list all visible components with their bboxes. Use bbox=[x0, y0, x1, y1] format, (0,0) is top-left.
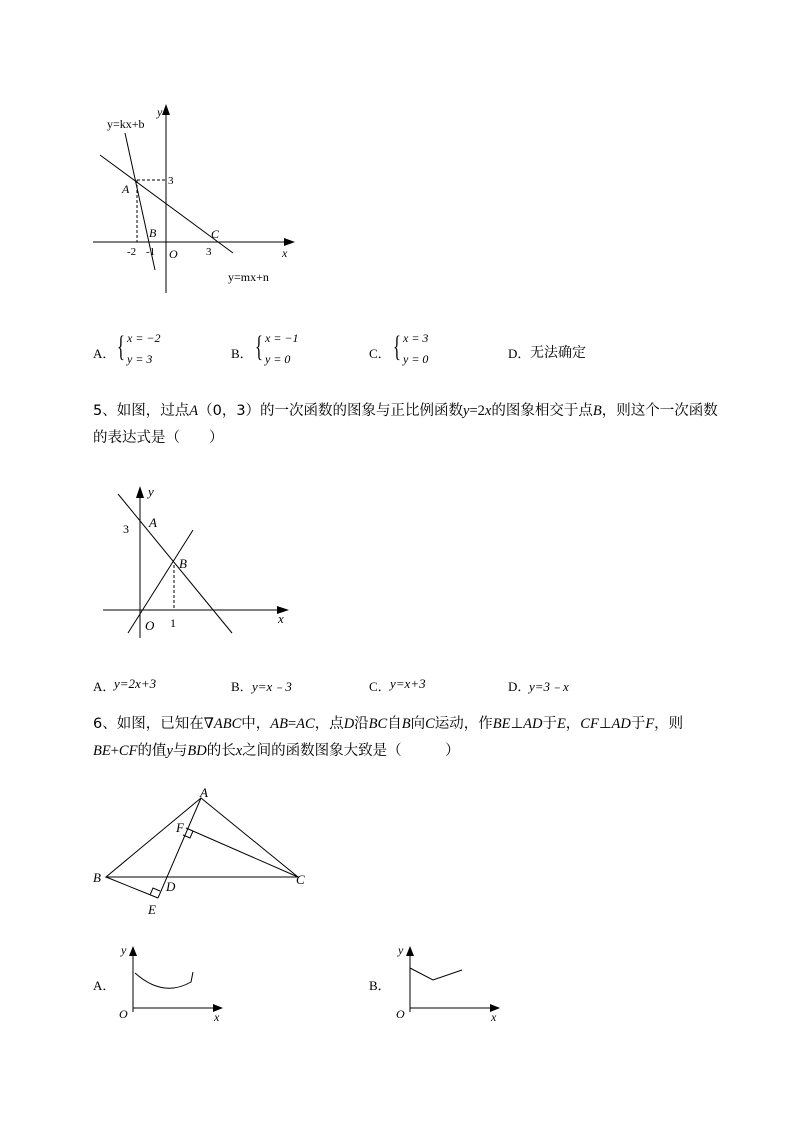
option-c-eq1: x = 3 bbox=[403, 331, 429, 345]
q6-option-b-graph bbox=[390, 940, 510, 1025]
q6-option-a-letter: A． bbox=[93, 978, 116, 993]
option-d-letter: D． bbox=[508, 346, 531, 361]
curve-b bbox=[410, 968, 462, 980]
origin-label: O bbox=[169, 247, 178, 261]
line-3-minus-x bbox=[118, 494, 232, 633]
segment-cf bbox=[186, 828, 298, 877]
point-c-label: C bbox=[211, 227, 220, 241]
q4-figure bbox=[85, 95, 305, 300]
y-axis-label: y bbox=[398, 943, 404, 957]
q5-line2: 的表达式是（ ） bbox=[93, 430, 224, 446]
option-a-letter: A． bbox=[93, 679, 116, 694]
point-b-label: B bbox=[93, 870, 101, 885]
line1-label: y=kx+b bbox=[107, 117, 145, 131]
tick-x1: 1 bbox=[170, 616, 176, 630]
point-b-label: B bbox=[179, 556, 187, 571]
option-b-letter: B． bbox=[231, 679, 253, 694]
option-d-text: 无法确定 bbox=[530, 345, 586, 361]
point-a-label: A bbox=[149, 515, 157, 530]
q6-option-b-letter: B． bbox=[369, 978, 391, 993]
option-b-system: { x = −1 y = 0 bbox=[255, 330, 299, 366]
point-d-label: D bbox=[166, 879, 176, 894]
option-b-eq1: x = −1 bbox=[265, 331, 299, 345]
y-axis-arrow bbox=[162, 104, 170, 115]
option-a-eq1: x = −2 bbox=[127, 331, 161, 345]
q6-option-a-graph bbox=[113, 940, 233, 1025]
point-e-label: E bbox=[148, 902, 156, 917]
q5-figure bbox=[95, 480, 295, 640]
option-d-letter: D． bbox=[508, 679, 531, 694]
y-axis-label: y bbox=[121, 943, 127, 957]
point-a-label: A bbox=[122, 182, 130, 196]
triangle-abc bbox=[106, 798, 298, 877]
q5-line1: 5、如图，过点A（0，3）的一次函数的图象与正比例函数y=2x的图象相交于点B，则这个一次函数 bbox=[93, 403, 718, 419]
segment-ae bbox=[158, 798, 201, 898]
option-a-eq2: y = 3 bbox=[127, 352, 153, 366]
x-axis-label: x bbox=[214, 1010, 220, 1024]
y-axis-label: y bbox=[157, 105, 163, 119]
option-c-letter: C． bbox=[369, 679, 391, 694]
q6-stem bbox=[93, 711, 743, 765]
tick-y3: 3 bbox=[168, 175, 174, 187]
option-d-text: y=3﹣x bbox=[529, 679, 569, 694]
x-axis-label: x bbox=[491, 1010, 497, 1024]
origin-label: O bbox=[396, 1007, 405, 1021]
option-c-eq2: y = 0 bbox=[403, 352, 429, 366]
y-axis-label: y bbox=[148, 484, 154, 499]
x-axis-label: x bbox=[278, 611, 284, 626]
option-c-text: y=x+3 bbox=[390, 676, 426, 691]
point-c-label: C bbox=[296, 872, 305, 887]
option-a-system: { x = −2 y = 3 bbox=[117, 330, 161, 366]
origin-label: O bbox=[119, 1007, 128, 1021]
point-a-label: A bbox=[200, 785, 208, 800]
option-c-system: { x = 3 y = 0 bbox=[393, 330, 429, 366]
option-b-eq2: y = 0 bbox=[265, 352, 291, 366]
point-b-label: B bbox=[149, 226, 157, 240]
tick-xneg2: -2 bbox=[127, 246, 137, 258]
q5-stem bbox=[93, 398, 743, 452]
tick-xneg1: -1 bbox=[146, 246, 156, 258]
q6-line2: BE+CF的值y与BD的长x之间的函数图象大致是（ ） bbox=[93, 743, 460, 759]
curve-a bbox=[135, 972, 193, 988]
x-axis-arrow bbox=[284, 238, 295, 246]
origin-label: O bbox=[145, 618, 155, 633]
tick-x3: 3 bbox=[206, 246, 212, 258]
x-axis-label: x bbox=[282, 246, 288, 260]
option-a-letter: A． bbox=[93, 346, 116, 361]
point-f-label: F bbox=[176, 820, 184, 835]
line2-label: y=mx+n bbox=[228, 270, 269, 284]
option-c-letter: C． bbox=[369, 346, 391, 361]
option-b-letter: B． bbox=[231, 346, 253, 361]
option-b-text: y=x﹣3 bbox=[252, 679, 292, 694]
q6-line1: 6、如图，已知在∇ABC中，AB=AC，点D沿BC自B向C运动，作BE⊥AD于E，CF⊥AD于F，则 bbox=[93, 716, 684, 732]
tick-y3: 3 bbox=[123, 522, 129, 536]
option-a-text: y=2x+3 bbox=[114, 676, 157, 691]
q6-triangle-figure bbox=[88, 780, 318, 920]
